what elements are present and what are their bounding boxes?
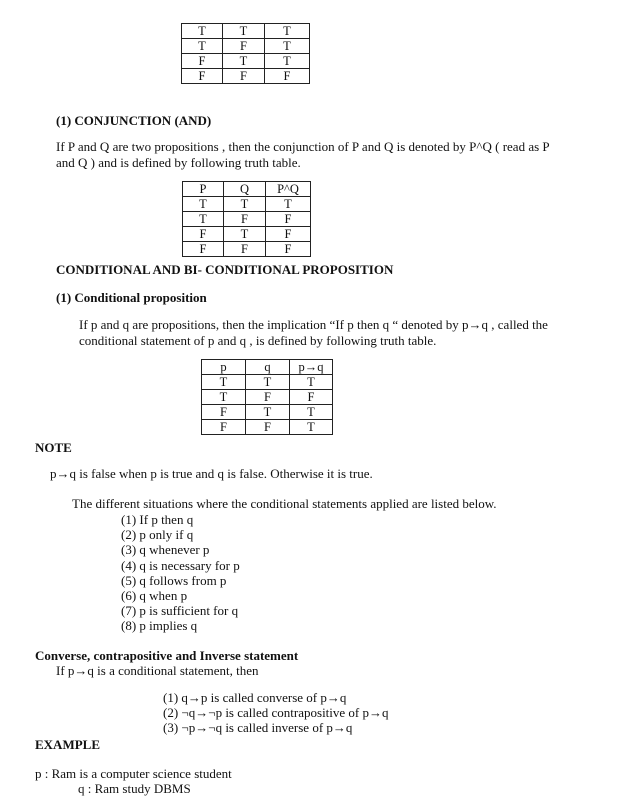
converse-intro: If p→q is a conditional statement, then [56, 663, 259, 678]
note-line: p→q is false when p is true and q is false. Otherwise it is true. [50, 466, 373, 481]
table-cell: F [182, 69, 223, 84]
conditional-text-line1: If p and q are propositions, then the implication “If p then q “ denoted by p→q , called the [79, 317, 548, 332]
table-cell: F [223, 39, 265, 54]
example-heading: EXAMPLE [35, 737, 100, 752]
table-cell: T [246, 375, 290, 390]
table-row [202, 390, 333, 405]
table-cell: T [265, 39, 310, 54]
table-cell: F [223, 69, 265, 84]
list-item: (2) p only if q [121, 527, 194, 543]
example-q: q : Ram study DBMS [78, 781, 191, 796]
table-row [183, 227, 311, 242]
table-row [202, 405, 333, 420]
table-cell: F [266, 227, 311, 242]
table-cell: T [223, 54, 265, 69]
table-cell: F [183, 242, 224, 257]
note-intro: The different situations where the conditional statements applied are listed below. [72, 496, 497, 511]
table-cell: T [224, 227, 266, 242]
table-header-cell: q [246, 360, 290, 375]
table-cell: T [183, 197, 224, 212]
list-item: (6) q when p [121, 587, 188, 603]
table-header-cell: p [202, 360, 246, 375]
list-item: (1) q→p is called converse of p→q [163, 690, 347, 705]
table-row [183, 197, 311, 212]
table-cell: T [290, 420, 333, 435]
table-cell: F [202, 420, 246, 435]
table-cell: T [290, 375, 333, 390]
conditional-section-heading: CONDITIONAL AND BI- CONDITIONAL PROPOSITION [56, 262, 394, 277]
conditional-truth-table [201, 359, 333, 435]
table-row [182, 54, 310, 69]
table-cell: F [182, 54, 223, 69]
table-row [182, 39, 310, 54]
conditional-situations-list [121, 512, 240, 634]
table-cell: T [266, 197, 311, 212]
conjunction-truth-table [182, 181, 311, 257]
conjunction-text-line1: If P and Q are two propositions , then the conjunction of P and Q is denoted by P^Q ( read as P [56, 139, 550, 154]
list-item: (3) ¬p→¬q is called inverse of p→q [163, 720, 353, 736]
table-header-cell: p→q [290, 360, 333, 375]
table-cell: T [182, 24, 223, 39]
list-item: (3) q whenever p [121, 542, 210, 558]
table-row [202, 420, 333, 435]
converse-list [163, 690, 389, 736]
table-cell: T [182, 39, 223, 54]
table-cell: F [290, 390, 333, 405]
table-cell: T [202, 375, 246, 390]
table-cell: T [265, 24, 310, 39]
list-item: (2) ¬q→¬p is called contrapositive of p→q [163, 705, 389, 721]
table-cell: F [183, 227, 224, 242]
table-row [183, 212, 311, 227]
table-header-cell: Q [224, 182, 266, 197]
list-item: (7) p is sufficient for q [121, 603, 239, 619]
table-header-cell: P [183, 182, 224, 197]
list-item: (8) p implies q [121, 618, 198, 634]
table-header-row [183, 182, 311, 197]
table-header-cell: P^Q [266, 182, 311, 197]
table-cell: T [223, 24, 265, 39]
conditional-text-line2: conditional statement of p and q , is defined by following truth table. [79, 333, 437, 348]
table-cell: F [246, 420, 290, 435]
conditional-subheading: (1) Conditional proposition [56, 290, 207, 305]
table-cell: F [266, 242, 311, 257]
table-cell: F [246, 390, 290, 405]
note-heading: NOTE [35, 440, 72, 455]
example-p: p : Ram is a computer science student [35, 766, 232, 781]
table-row [182, 24, 310, 39]
table-cell: T [265, 54, 310, 69]
conjunction-text-line2: and Q ) and is defined by following truth table. [56, 155, 301, 170]
list-item: (4) q is necessary for p [121, 557, 240, 573]
truth-table-top [181, 23, 310, 84]
table-cell: F [202, 405, 246, 420]
converse-heading: Converse, contrapositive and Inverse statement [35, 648, 299, 663]
table-cell: F [265, 69, 310, 84]
list-item: (5) q follows from p [121, 572, 227, 588]
table-cell: F [224, 212, 266, 227]
table-cell: T [202, 390, 246, 405]
table-row [182, 69, 310, 84]
table-row [202, 375, 333, 390]
table-cell: F [266, 212, 311, 227]
table-cell: T [290, 405, 333, 420]
table-header-row [202, 360, 333, 375]
table-cell: F [224, 242, 266, 257]
table-cell: T [183, 212, 224, 227]
table-cell: T [224, 197, 266, 212]
conjunction-heading: (1) CONJUNCTION (AND) [56, 113, 212, 128]
list-item: (1) If p then q [121, 512, 194, 527]
table-row [183, 242, 311, 257]
table-cell: T [246, 405, 290, 420]
